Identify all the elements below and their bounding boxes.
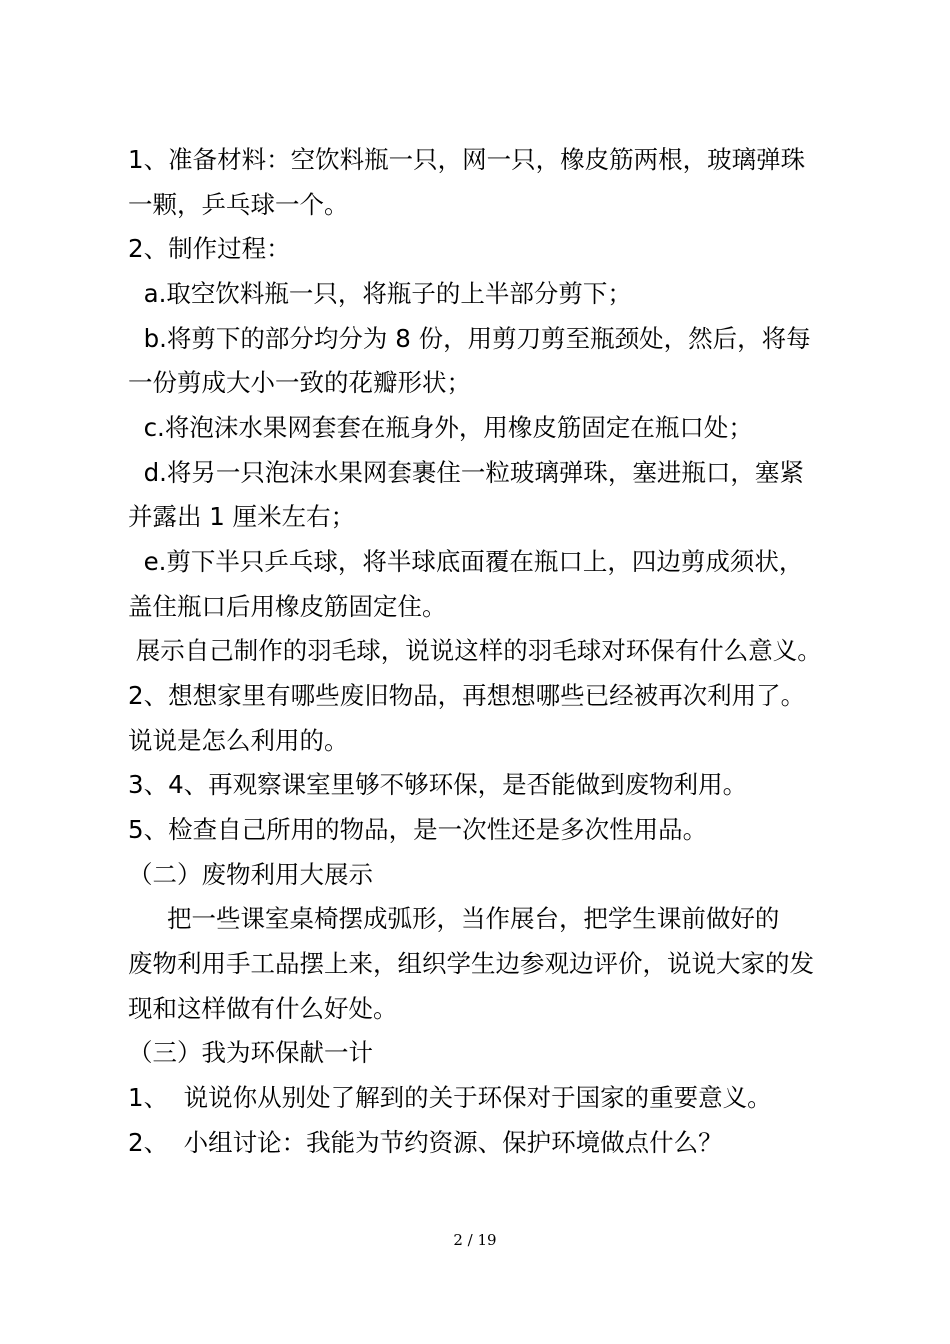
- text-line-13: 2、想想家里有哪些废旧物品，再想想哪些已经被再次利用了。: [128, 681, 806, 710]
- text-line-12: 展示自己制作的羽毛球，说说这样的羽毛球对环保有什么意义。: [128, 636, 822, 665]
- text-line-10: e.剪下半只乒乓球，将半球底面覆在瓶口上，四边剪成须状，: [128, 547, 804, 576]
- text-line-6: 一份剪成大小一致的花瓣形状；: [128, 368, 471, 397]
- text-line-2: 一颗，乒乓球一个。: [128, 190, 349, 219]
- text-line-14: 说说是怎么利用的。: [128, 726, 349, 755]
- section-heading-3: （三）我为环保献一计: [128, 1038, 373, 1067]
- text-line-16: 5、检查自己所用的物品，是一次性还是多次性用品。: [128, 815, 708, 844]
- text-line-20: 现和这样做有什么好处。: [128, 994, 398, 1023]
- page-number: 2 / 19: [453, 1231, 497, 1249]
- text-line-7: c.将泡沫水果网套套在瓶身外，用橡皮筋固定在瓶口处；: [128, 413, 753, 442]
- text-line-18: 把一些课室桌椅摆成弧形，当作展台，把学生课前做好的: [128, 904, 780, 933]
- text-line-9: 并露出 1 厘米左右；: [128, 502, 356, 531]
- text-line-4: a.取空饮料瓶一只，将瓶子的上半部分剪下；: [128, 279, 632, 308]
- text-line-22: 1、 说说你从别处了解到的关于环保对于国家的重要意义。: [128, 1083, 772, 1112]
- text-line-5: b.将剪下的部分均分为 8 份，用剪刀剪至瓶颈处，然后，将每: [128, 324, 811, 353]
- section-heading-2: （二）废物利用大展示: [128, 860, 373, 889]
- text-line-11: 盖住瓶口后用橡皮筋固定住。: [128, 592, 447, 621]
- text-line-19: 废物利用手工品摆上来，组织学生边参观边评价，说说大家的发: [128, 949, 814, 978]
- text-line-23: 2、 小组讨论：我能为节约资源、保护环境做点什么？: [128, 1128, 723, 1157]
- text-line-8: d.将另一只泡沫水果网套裹住一粒玻璃弹珠，塞进瓶口，塞紧: [128, 458, 804, 487]
- text-line-1: 1、准备材料：空饮料瓶一只，网一只，橡皮筋两根，玻璃弹珠: [128, 145, 806, 174]
- text-line-3: 2、制作过程：: [128, 234, 291, 263]
- text-line-15: 3、4、再观察课室里够不够环保，是否能做到废物利用。: [128, 770, 748, 799]
